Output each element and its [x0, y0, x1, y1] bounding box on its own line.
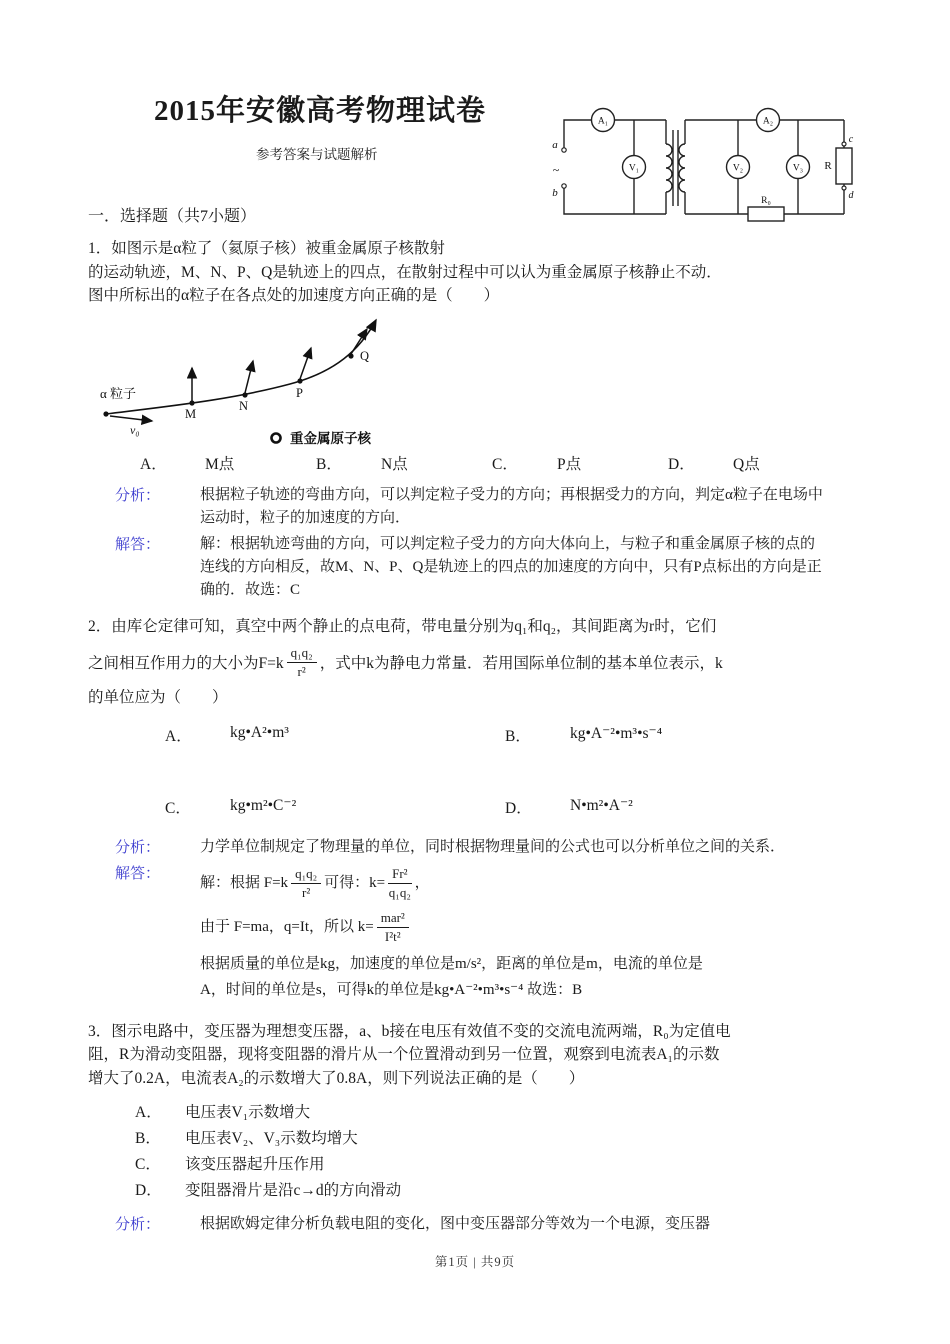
- terminal-b: [562, 184, 566, 188]
- q1-option-c: [492, 455, 668, 475]
- label-v2: V₂: [732, 163, 744, 174]
- page-footer: 第1页 | 共9页: [434, 1255, 516, 1269]
- q3-option-c-key: C．: [135, 1156, 161, 1173]
- q2-option-a-text: kg•A²•m³: [230, 723, 289, 741]
- q2-option-a: [165, 724, 505, 746]
- q1-option-c-key: C．: [492, 455, 518, 473]
- analysis-label: 分析：: [115, 1217, 161, 1233]
- section-header: 一．选择题（共7小题）: [88, 208, 257, 225]
- q1-option-b-key: B．: [316, 455, 342, 473]
- fraction-numerator: q₁q₂: [287, 645, 317, 663]
- point-p: [297, 378, 302, 383]
- question-1: [88, 237, 855, 308]
- q2-answer-l1a: 解：根据 F=k: [200, 875, 289, 891]
- q2-answer-l2a: 由于 F=ma，q=It，所以 k=: [200, 919, 374, 935]
- label-a1: A₁: [597, 116, 609, 127]
- fraction-q1q2-r2: [291, 866, 321, 900]
- q1-analysis-row: [88, 484, 855, 530]
- resistor-r0: [748, 207, 784, 221]
- answer-label: 解答：: [115, 536, 161, 553]
- terminal-c: [842, 142, 846, 146]
- q1-options: [140, 455, 855, 475]
- label-r: R: [824, 160, 832, 172]
- analysis-label: 分析：: [115, 839, 161, 856]
- fraction-denominator: r²: [301, 885, 311, 900]
- q1-analysis-text: 根据粒子轨迹的弯曲方向，可以判定粒子受力的方向；再根据受力的方向，判定α粒子在电场中运动时，粒子的加速度的方向．: [200, 486, 823, 526]
- q2-answer-line-4: A，时间的单位是s，可得k的单位是kg•A⁻²•m³•s⁻⁴ 故选：B: [200, 981, 583, 998]
- v0-label: v₀: [130, 422, 140, 437]
- nucleus-label: 重金属原子核: [290, 430, 371, 446]
- q1-option-b-text: N点: [381, 455, 408, 473]
- q1-option-d: [668, 455, 844, 475]
- point-m: [189, 400, 194, 405]
- label-r0: R₀: [761, 196, 771, 206]
- q3-option-d: [135, 1178, 855, 1204]
- q3-option-b-text: 电压表V₂、V₃示数均增大: [185, 1130, 358, 1147]
- label-q: Q: [360, 348, 370, 363]
- fraction-denominator: r²: [297, 663, 306, 679]
- label-a2: A₂: [762, 116, 774, 127]
- q2-option-c: [165, 796, 505, 818]
- label-m: M: [185, 406, 197, 421]
- q3-option-a: [135, 1100, 855, 1126]
- trajectory-diagram: [100, 312, 460, 446]
- label-p: P: [296, 385, 303, 400]
- q3-line-2: 阻，R为滑动变阻器，现将变阻器的滑片从一个位置滑动到另一位置，观察到电流表A₁的示数: [88, 1046, 720, 1063]
- answer-label: 解答：: [115, 865, 161, 882]
- q2-answer-line-2: [200, 906, 828, 950]
- q2-answer-row: [88, 862, 855, 1002]
- fraction-denominator: I²t²: [384, 929, 401, 944]
- transformer-core: [673, 130, 678, 206]
- q3-options: [135, 1100, 855, 1204]
- q2-options-row-2: [165, 796, 855, 818]
- fraction-fr2-q1q2: [388, 866, 411, 900]
- resistor-r: [836, 148, 852, 184]
- analysis-label: 分析：: [115, 487, 161, 504]
- q1-answer-text: 解：根据轨迹弯曲的方向，可以判定粒子受力的方向大体向上，与粒子和重金属原子核的点的连线的方向相反，故M、N、P、Q是轨迹上的四点的加速度的方向中，只有P点标出的方向是正确的．故选：C: [200, 535, 822, 598]
- meters: [592, 109, 810, 179]
- q3-option-d-text: 变阻器滑片是沿c→d的方向滑动: [185, 1182, 402, 1199]
- q2-line-1: 2．由库仑定律可知，真空中两个静止的点电荷，带电量分别为q₁和q₂，其间距离为r时，它们: [88, 617, 717, 635]
- q1-option-c-text: P点: [557, 455, 582, 473]
- label-n: N: [239, 398, 249, 413]
- q3-option-d-key: D．: [135, 1182, 162, 1199]
- fraction-mar2-i2t2: [377, 910, 409, 944]
- q2-options-row-1: [165, 724, 855, 746]
- q2-answer-line-3: 根据质量的单位是kg，加速度的单位是m/s²，距离的单位是m，电流的单位是: [200, 955, 703, 972]
- q3-option-b: [135, 1126, 855, 1152]
- point-n: [242, 392, 247, 397]
- transformer-secondary-coil: [679, 144, 685, 192]
- label-v1: V₁: [628, 163, 640, 174]
- q3-option-c: [135, 1152, 855, 1178]
- q2-option-c-text: kg•m²•C⁻²: [230, 796, 297, 814]
- particle-label: α 粒子: [100, 385, 137, 401]
- q1-option-d-text: Q点: [733, 455, 760, 473]
- terminal-d: [842, 186, 846, 190]
- q2-option-b: [505, 724, 845, 746]
- q2-option-d-text: N•m²•A⁻²: [570, 796, 633, 814]
- p-arrow: [300, 348, 311, 379]
- q2-line-2-post: ，式中k为静电力常量．若用国际单位制的基本单位表示，k: [319, 655, 723, 672]
- q2-line-3: 的单位应为（ ）: [88, 689, 228, 706]
- q3-line-3: 增大了0.2A，电流表A₂的示数增大了0.8A，则下列说法正确的是（ ）: [88, 1069, 585, 1087]
- q1-line-1: 1．如图示是α粒了（氦原子核）被重金属原子核散射: [88, 240, 445, 257]
- q2-analysis-text: 力学单位制规定了物理量的单位，同时根据物理量间的公式也可以分析单位之间的关系．: [200, 838, 786, 855]
- q2-answer-line-1: [200, 862, 828, 906]
- q2-answer-body: [200, 862, 828, 1002]
- label-b: b: [552, 187, 558, 199]
- q2-option-b-key: B．: [505, 727, 531, 745]
- q1-option-a: [140, 455, 316, 475]
- q2-option-d-key: D．: [505, 799, 532, 817]
- fraction-denominator: q₁q₂: [388, 885, 411, 900]
- source-symbol: ~: [552, 163, 560, 177]
- transformer-primary-coil: [666, 144, 672, 192]
- page-title: 2015年安徽高考物理试卷: [154, 95, 487, 127]
- q1-option-a-key: A．: [140, 455, 167, 473]
- q2-answer-l1b: 可得：k=: [324, 875, 386, 891]
- q2-option-a-key: A．: [165, 727, 192, 745]
- start-point: [103, 411, 108, 416]
- label-c: c: [848, 134, 854, 145]
- v0-arrow: [110, 416, 152, 421]
- q2-analysis-row: [88, 836, 855, 859]
- nucleus-icon: [272, 433, 281, 442]
- q3-analysis-text: 根据欧姆定律分析负载电阻的变化，图中变压器部分等效为一个电源，变压器: [200, 1216, 711, 1232]
- fraction-numerator: Fr²: [388, 866, 411, 884]
- q1-option-b: [316, 455, 492, 475]
- q2-option-c-key: C．: [165, 799, 191, 817]
- nucleus-legend: [272, 430, 372, 446]
- q3-line-1: 3．图示电路中，变压器为理想变压器，a、b接在电压有效值不变的交流电流两端，R₀为定值电: [88, 1022, 731, 1040]
- label-d: d: [848, 190, 854, 201]
- q2-option-d: [505, 796, 845, 818]
- trajectory-points: [103, 353, 353, 416]
- q1-option-d-key: D．: [668, 455, 695, 473]
- q1-answer-row: [88, 533, 855, 602]
- label-v3: V₃: [792, 163, 804, 174]
- page-subtitle: 参考答案与试题解析: [256, 147, 378, 162]
- q2-answer-l1c: ，: [414, 875, 430, 891]
- q2-line-2: [88, 640, 855, 684]
- q3-option-a-key: A．: [135, 1104, 162, 1121]
- terminal-a: [562, 148, 566, 152]
- q2-options: [165, 724, 855, 818]
- fraction-q1q2-r2: [287, 645, 317, 679]
- q1-line-2: 的运动轨迹，M、N、P、Q是轨迹上的四点，在散射过程中可以认为重金属原子核静止不动．: [88, 263, 722, 281]
- q3-option-a-text: 电压表V₁示数增大: [185, 1104, 311, 1121]
- label-a: a: [552, 139, 558, 151]
- point-q: [348, 353, 353, 358]
- q3-option-c-text: 该变压器起升压作用: [185, 1156, 325, 1173]
- q3-option-b-key: B．: [135, 1130, 161, 1147]
- question-3: [88, 1020, 855, 1091]
- fraction-numerator: mar²: [377, 910, 409, 928]
- n-arrow: [245, 361, 253, 393]
- circuit-diagram: [548, 104, 858, 234]
- q1-line-3: 图中所标出的α粒子在各点处的加速度方向正确的是（ ）: [88, 287, 500, 304]
- q2-line-2-pre: 之间相互作用力的大小为F=k: [88, 655, 284, 672]
- trajectory-labels: [100, 349, 369, 437]
- q3-analysis-row: [88, 1213, 855, 1236]
- q2-option-b-text: kg•A⁻²•m³•s⁻⁴: [570, 724, 663, 742]
- q1-option-a-text: M点: [205, 455, 235, 473]
- fraction-numerator: q₁q₂: [291, 866, 321, 884]
